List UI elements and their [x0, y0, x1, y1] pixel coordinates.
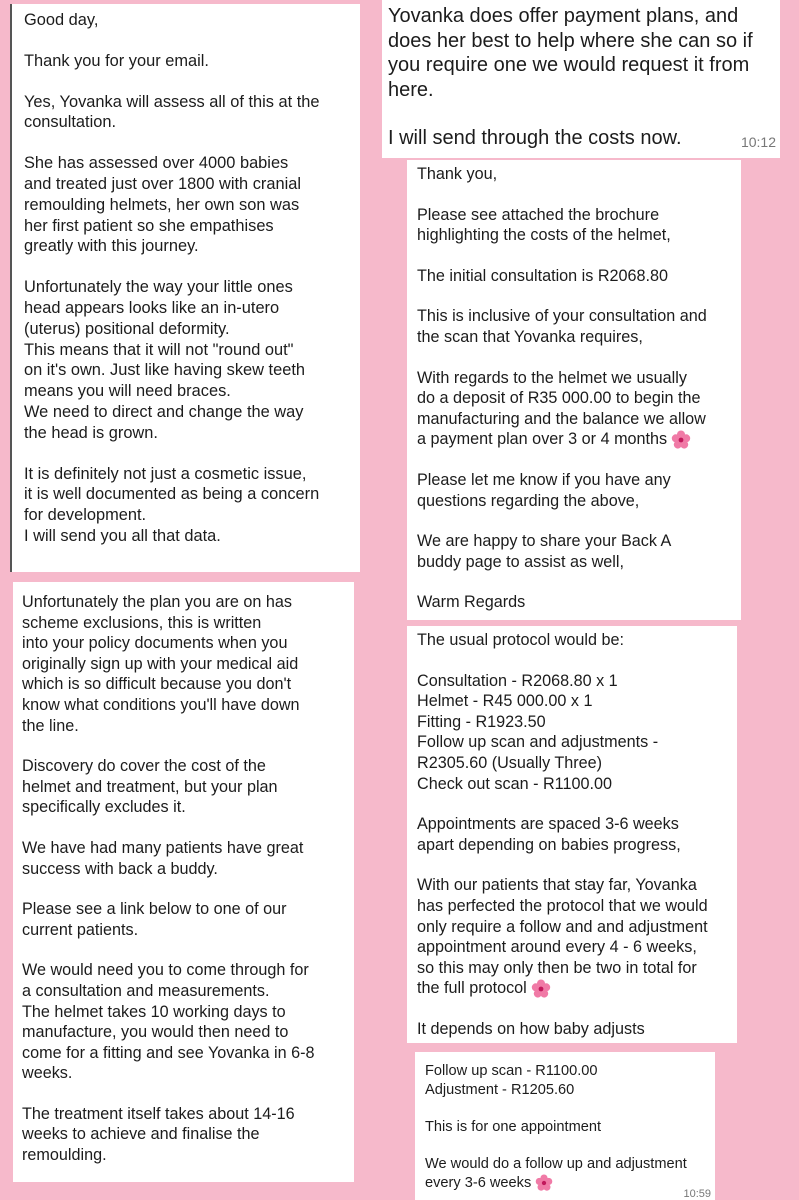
message-text-inner: We would do a follow up and adjustment every 3-6 weeks [425, 1156, 687, 1191]
message-text: Thank you for your email. [24, 51, 209, 70]
message-timestamp: 10:59 [683, 1188, 711, 1200]
cherry-blossom-icon [535, 1174, 553, 1192]
message-text: The initial consultation is R2068.80 [417, 266, 669, 285]
message-text: The treatment itself takes about 14-16 weeks to achieve and finalise the remoulding. [22, 1104, 295, 1165]
message-text: Appointments are spaced 3-6 weeks apart depending on babies progress, [417, 815, 681, 854]
message-text: Please let me know if you have any questions regarding the above, [417, 471, 671, 510]
message-text: Consultation - R2068.80 x 1 Helmet - R45 000.00 x 1 Fitting - R1923.50 Follow up scan and adjustments - R2305.60 (Usually Three) Check out scan - R1100.00 [417, 671, 659, 793]
message-text: Warm Regards [417, 593, 526, 612]
message-text: We are happy to share your Back A buddy page to assist as well, [417, 532, 672, 571]
message-text [417, 368, 735, 451]
message-text-inner: With our patients that stay far, Yovanka has perfected the protocol that we would only require a follow and and adjustment appointment around every 4 - 6 weeks, so this may only then be two in total for the full protocol [417, 876, 708, 998]
message-text: Please see attached the brochure highlighting the costs of the helmet, [417, 205, 671, 245]
message-text: Unfortunately the plan you are on has scheme exclusions, this is written into your policy documents when you originally sign up with your medical aid which is so difficult because you don't know what conditions you'll have down the line. [22, 593, 300, 735]
message-text: We have had many patients have great success with back a buddy. [22, 838, 304, 878]
message-text: The usual protocol would be: [417, 631, 624, 649]
message-text: This is inclusive of your consultation and the scan that Yovanka requires, [417, 307, 707, 346]
message-text: Yes, Yovanka will assess all of this at the consultation. [24, 92, 320, 132]
message-text: It is definitely not just a cosmetic issue, it is well documented as being a concern for development. I will send you all that data. [24, 464, 320, 545]
message-text: I will send through the costs now. [388, 127, 682, 149]
cherry-blossom-icon [531, 979, 551, 999]
message-text: Yovanka does offer payment plans, and does her best to help where she can so if you require one we would request it from here. [388, 5, 753, 101]
message-text: It depends on how baby adjusts [417, 1020, 645, 1039]
cherry-blossom-icon [671, 430, 691, 450]
message-bubble-costs [407, 160, 741, 620]
message-text: Thank you, [417, 165, 498, 183]
message-text: Good day, [24, 11, 99, 29]
message-bubble-follow-up [415, 1052, 715, 1200]
message-timestamp: 10:12 [740, 133, 776, 150]
message-text: Unfortunately the way your little ones head appears looks like an in-utero (uterus) positional deformity. This means that it will not "round out" on it's own. Just like having skew teeth means you will need braces. We need to direct and change the way the head is grown. [24, 278, 306, 442]
message-text: This is for one appointment [425, 1119, 602, 1135]
message-text: Follow up scan - R1100.00 Adjustment - R1205.60 [425, 1063, 598, 1098]
message-text [425, 1155, 709, 1193]
message-bubble-payment-plans [382, 0, 780, 158]
message-bubble-scheme-exclusions [13, 582, 354, 1182]
message-text: She has assessed over 4000 babies and treated just over 1800 with cranial remoulding helmets, her own son was her first patient so she empathises greatly with this journey. [24, 154, 301, 256]
message-text-inner: With regards to the helmet we usually do a deposit of R35 000.00 to begin the manufacturing and the balance we allow a payment plan over 3 or 4 months [417, 368, 706, 449]
message-bubble-good-day [10, 4, 360, 572]
message-text [417, 875, 731, 999]
message-text: We would need you to come through for a consultation and measurements. The helmet takes 10 working days to manufacture, you would then need to come for a fitting and see Yovanka in 6-8 weeks. [22, 961, 315, 1083]
message-bubble-protocol [407, 626, 737, 1043]
message-text: Discovery do cover the cost of the helmet and treatment, but your plan specifically excludes it. [22, 757, 278, 817]
message-text: Please see a link below to one of our current patients. [22, 900, 287, 939]
